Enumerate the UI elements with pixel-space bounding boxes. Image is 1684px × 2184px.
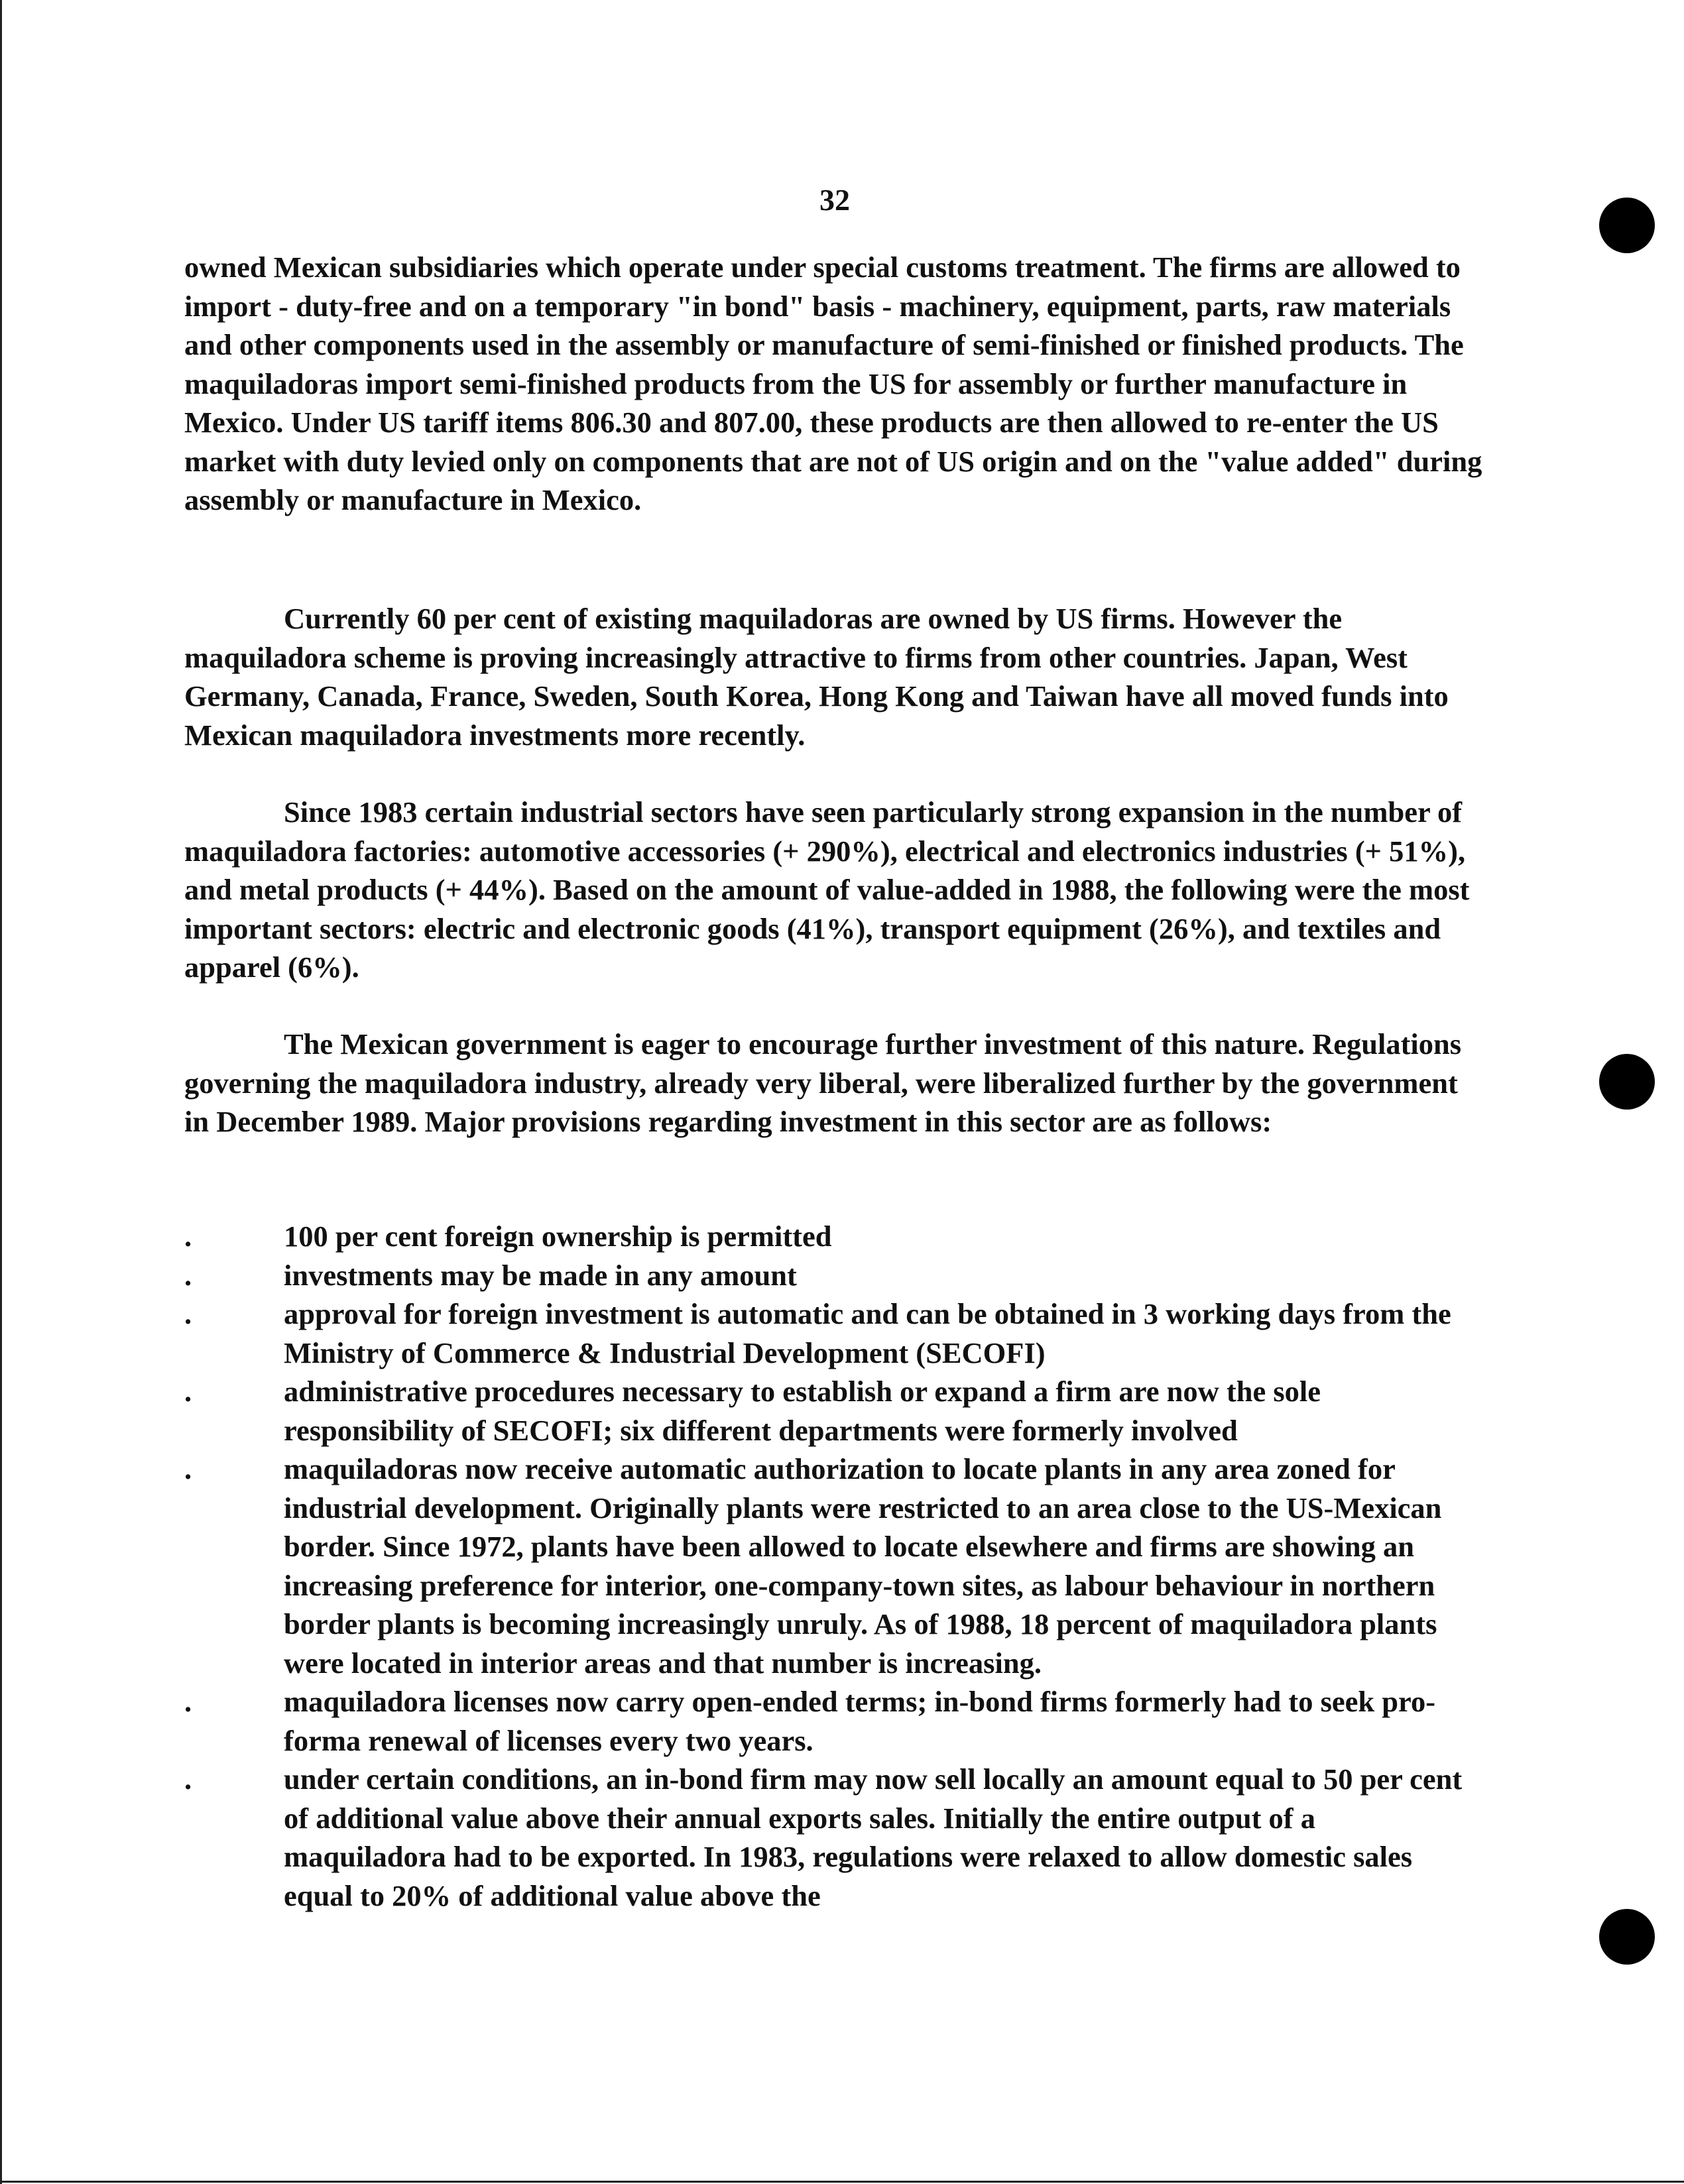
list-item-text: under certain conditions, an in-bond firm may now sell locally an amount equal to 50 per cent of additional value above their annual exports sales. Initially the entire output of a maquiladora had to be exported. In 1983, regulations were relaxed to allow domestic sales equal to 20% of additional value above the (284, 1762, 1463, 1912)
list-item (184, 1256, 1484, 1295)
left-scan-edge (0, 0, 2, 2184)
bullet-marker: . (184, 1452, 192, 1485)
list-item (184, 1450, 1484, 1682)
bullet-marker: . (184, 1258, 192, 1292)
list-item (184, 1217, 1484, 1256)
bullet-marker: . (184, 1375, 192, 1408)
paragraph-3 (184, 793, 1484, 987)
list-item (184, 1372, 1484, 1450)
paragraph-1-text: owned Mexican subsidiaries which operate under special customs treatment. The firms are allowed to import - duty-free and on a temporary "in bond" basis - machinery, equipment, parts, raw materials and other components used in the assembly or manufacture of semi-finished or finished products. The maquiladoras import semi-finished products from the US for assembly or further manufacture in Mexico. Under US tariff items 806.30 and 807.00, these products are then allowed to re-enter the US market with duty levied only on components that are not of US origin and on the "value added" during assembly or manufacture in Mexico. (184, 251, 1482, 516)
paragraph-3-text: Since 1983 certain industrial sectors have seen particularly strong expansion in the number of maquiladora factories: automotive accessories (+ 290%), electrical and electronics industries (+ 51%), and metal products (+ 44%). Based on the amount of value-added in 1988, the following were the most important sectors: electric and electronic goods (41%), transport equipment (26%), and textiles and apparel (6%). (184, 795, 1470, 984)
paragraph-4-text: The Mexican government is eager to encourage further investment of this nature. Regulations governing the maquiladora industry, already very liberal, were liberalized further by the government in December 1989. Major provisions regarding investment in this sector are as follows: (184, 1027, 1462, 1138)
list-item-text: 100 per cent foreign ownership is permitted (284, 1220, 832, 1253)
bottom-scan-edge (0, 2181, 1684, 2183)
page-number: 32 (819, 183, 850, 217)
list-item-text: maquiladoras now receive automatic authorization to locate plants in any area zoned for industrial development. Originally plants were restricted to an area close to the US-Mexican border. Since 1972, plants have been allowed to locate elsewhere and firms are showing an increasing preference for interior, one-company-town sites, as labour behaviour in northern border plants is becoming increasingly unruly. As of 1988, 18 percent of maquiladora plants were located in interior areas and that number is increasing. (284, 1452, 1442, 1680)
list-item (184, 1294, 1484, 1372)
punch-hole-bottom (1599, 1909, 1655, 1965)
list-item-text: administrative procedures necessary to establish or expand a firm are now the sole responsibility of SECOFI; six different departments were formerly involved (284, 1375, 1321, 1447)
list-item (184, 1682, 1484, 1760)
bullet-marker: . (184, 1220, 192, 1253)
list-item-text: investments may be made in any amount (284, 1258, 797, 1292)
paragraph-1 (184, 248, 1484, 520)
punch-hole-top (1599, 198, 1655, 253)
bullet-marker: . (184, 1685, 192, 1718)
provisions-list (184, 1217, 1484, 1915)
list-item (184, 1760, 1484, 1915)
paragraph-2 (184, 599, 1484, 754)
bullet-marker: . (184, 1762, 192, 1796)
list-item-text: maquiladora licenses now carry open-ended terms; in-bond firms formerly had to seek pro-forma renewal of licenses every two years. (284, 1685, 1436, 1757)
paragraph-2-text: Currently 60 per cent of existing maquiladoras are owned by US firms. However the maquiladora scheme is proving increasingly attractive to firms from other countries. Japan, West Germany, Canada, France, Sweden, South Korea, Hong Kong and Taiwan have all moved funds into Mexican maquiladora investments more recently. (184, 602, 1449, 752)
paragraph-4 (184, 1025, 1484, 1141)
bullet-marker: . (184, 1297, 192, 1330)
punch-hole-middle (1599, 1054, 1655, 1110)
list-item-text: approval for foreign investment is automatic and can be obtained in 3 working days from the Ministry of Commerce & Industrial Development (SECOFI) (284, 1297, 1451, 1369)
